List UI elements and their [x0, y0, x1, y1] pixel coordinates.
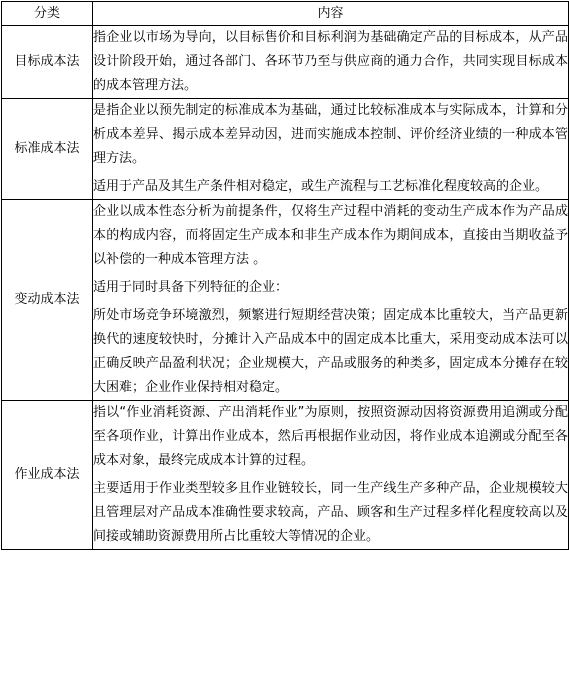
header-category: 分类	[2, 2, 93, 26]
content-paragraph: 指以“作业消耗资源、产出消耗作业”为原则，按照资源动因将资源费用追溯或分配至各项作业，计算出作业成本，然后再根据作业动因，将作业成本追溯或分配至各成本对象，最终完成成本计算的过程。	[93, 405, 568, 468]
cost-methods-table	[1, 1, 569, 550]
content-paragraph: 主要适用于作业类型较多且作业链较长，同一生产线生产多种产品，企业规模较大且管理层对产品成本准确性要求较高，产品、顾客和生产过程多样化程度较高以及间接或辅助资源费用所占比重较大等情况的企业。	[93, 481, 568, 544]
table-row	[2, 99, 569, 200]
row-category: 作业成本法	[2, 401, 93, 550]
content-paragraph: 所处市场竞争环境激烈，频繁进行短期经营决策；固定成本比重较大，当产品更新换代的速度较快时，分摊计入产品成本中的固定成本比重大，采用变动成本法可以正确反映产品盈利状况；企业规模大，产品或服务的种类多，固定成本分摊存在较大困难；企业作业保持相对稳定。	[93, 308, 568, 395]
table-row	[2, 200, 569, 401]
table-row	[2, 26, 569, 99]
content-paragraph: 适用于产品及其生产条件相对稳定，或生产流程与工艺标准化程度较高的企业。	[93, 179, 549, 194]
row-category: 变动成本法	[2, 200, 93, 401]
row-content	[93, 99, 569, 200]
header-row	[2, 2, 569, 26]
table-row	[2, 401, 569, 550]
content-paragraph: 是指企业以预先制定的标准成本为基础，通过比较标准成本与实际成本，计算和分析成本差异、揭示成本差异动因，进而实施成本控制、评价经济业绩的一种成本管理方法。	[93, 103, 568, 166]
header-content: 内容	[93, 2, 569, 26]
content-paragraph: 适用于同时具备下列特征的企业：	[93, 280, 289, 295]
content-paragraph: 企业以成本性态分析为前提条件，仅将生产过程中消耗的变动生产成本作为产品成本的构成内容，而将固定生产成本和非生产成本作为期间成本，直接由当期收益予以补偿的一种成本管理方法 。	[93, 204, 568, 267]
row-category: 标准成本法	[2, 99, 93, 200]
row-category: 目标成本法	[2, 26, 93, 99]
row-content	[93, 401, 569, 550]
content-paragraph: 指企业以市场为导向，以目标售价和目标利润为基础确定产品的目标成本，从产品设计阶段开始，通过各部门、各环节乃至与供应商的通力合作，共同实现目标成本的成本管理方法。	[93, 30, 568, 93]
row-content	[93, 26, 569, 99]
row-content	[93, 200, 569, 401]
